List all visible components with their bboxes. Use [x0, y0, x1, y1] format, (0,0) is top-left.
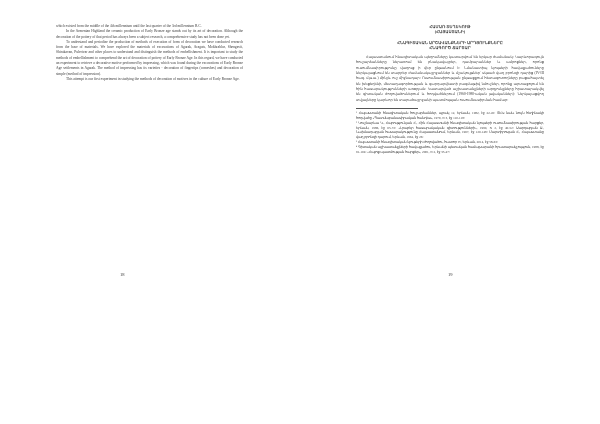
right-title-line-1: ՀԱՄԱՌ ՏԵՂԵԿՈՒԹ [429, 24, 471, 29]
footnote-1: ¹ Հայաստանի հնագիտական հուշարձաններ, պրակ 12, Երևան, 1982, էջ 22-45։ Տե՛ս նաև նույն հեղինակի հոդվածը «Պատմաբանասիրական հանդես», 1979, N 3, էջ 110-118։ [356, 110, 544, 120]
left-page-number: 18 [120, 272, 125, 277]
right-title-line-3: ՀՆԱԳԻՏԱԿԱՆ ԱՐՇԱՎԱՆՔՆԵՐԻ ԱՐԴՅՈՒՆՔՆԵՐԸ [397, 39, 503, 45]
left-paragraph-3: To understand and periodize the production of methods of execution of form of decoration we have conducted research from the base of materials. We have explored the materials of excavations of Agarak, Aragats, Mokhrablur, Shengavit, Shirakavan, Pulerivar and other places to understand and distinguish the methods of embellishment. It is important to study the methods of embellishment to comprehend the art of decoration of pottery of Early Bronze Age. In this regard, we have conducted an experiment to retrieve a decorative motive performed by impressing, which was found during the excavations of Early Bronze Age settlements in Agarak. The method of impressing has its varieties - decoration of fingertips (comeshes) and decoration of simple (method of impression). [56, 39, 243, 76]
footnote-3: ³ Հայաստանի հնագիտական նյութերի ժողովածու, հատոր IV, Երևան, 2014, էջ 58-63։ [356, 140, 499, 145]
footnote-4: ⁴ Գիտական աշխատանքների հավաքածու, Երևանի պետական համալսարանի հրատարակչություն, 1988, էջ 91-104։ «Հայոց պատմության հարցեր», 2001, N 2, էջ 33-47։ [356, 145, 544, 155]
left-paragraph-4: This attempt is our first experiment in studying the methods of decoration of motives in the culture of Early Bronze Age. [66, 76, 240, 81]
left-paragraph-2: In the Armenian Highland the ceramic production of Early Bronze age stands out by its art of decoration. Although the decoration of the pottery of that period has always been a subject research, a comprehensive study has not been done yet. [56, 29, 243, 39]
right-title-line-2: (ՀԱՅԱՍՏԱՆԻ) [434, 29, 466, 35]
right-page-number: 19 [448, 272, 453, 277]
left-paragraph-1: which existed from the middle of the 4th millennium until the last quarter of the 3rd millennium B.C. [56, 24, 202, 28]
footnote-rule [356, 108, 418, 109]
right-title-line-4: ՀՆԱԳՈՐԾ ՃԱՐՏԱՐ [429, 44, 471, 50]
right-page-text [356, 24, 544, 155]
left-page-text [56, 24, 243, 82]
footnote-2: ² Կուշնարևա Կ., Հարությունյան Հ., Հին Հայաստանի հնագիտական նյութերի ուսումնասիրության հարցեր, Երևան, 1986, էջ 65-72։ «Լրաբեր հասարակական գիտությունների», 1990, N 2, էջ 40-52։ Սարդարյան Ս., Նախնադարյան հասարակությունը Հայաստանում, Երևան, 1967, էջ 120-148։ Մարտիրոսյան Հ., Հայաստանը վաղ բրոնզի դարում, Երևան, 1964, էջ 26։ [356, 120, 544, 140]
right-page [300, 0, 600, 424]
right-paragraph-1: Հայաստանում հնագիտական պեղումները կատարվում են երկար ժամանակ։ Կարևորագույն հուշարձանները ներառում են բնակավայրեր, դամբարաններ և ամրոցներ, որոնց ուսումնասիրությունը վաղուց ի վեր ընթանում է։ Նմանատիպ նյութերի հավաքածուները ներկայացնում են տարբեր ժամանակաշրջաններ և մշակույթներ՝ սկսած վաղ բրոնզի դարից (IV-III հազ. մ.թ.ա.) մինչև ուշ միջնադար։ Ուսումնասիրության ընթացքում հետազոտողները բացահայտել են խեցեղենի, մետաղագործության և զարդարվեստի բազմաթիվ նմուշներ, որոնք արտացոլում են հին հասարակությունների առօրյան։ Կատարված աշխատանքների արդյունքները հրատարակվել են գիտական ժողովածուներում և հոդվածներում (1960-1980-ական թվականներ)։ Ներկայացվող տվյալները կարևոր են տարածաշրջանի պատմության ուսումնասիրման համար։ [356, 55, 544, 102]
